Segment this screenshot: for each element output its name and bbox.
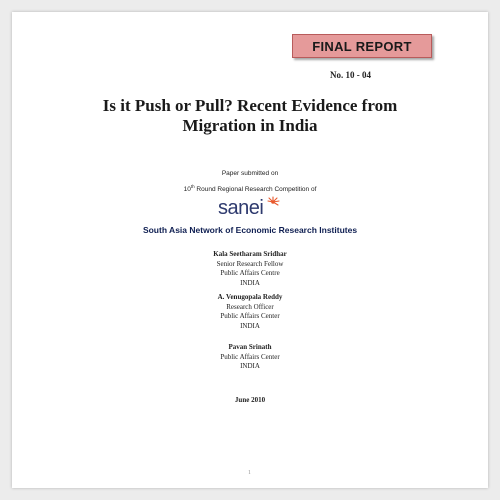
author-role: Senior Research Fellow: [216, 259, 284, 268]
author-block-2: [12, 293, 488, 331]
final-report-badge: [292, 34, 432, 58]
sanei-logo-text: sanei: [218, 197, 264, 219]
submission-line-2: [12, 180, 488, 196]
report-cover-page: [12, 12, 488, 488]
footer-mark: 1: [248, 470, 251, 476]
round-suffix: th: [190, 184, 195, 189]
sanei-logo: [218, 196, 284, 220]
author-country: INDIA: [240, 321, 260, 330]
author-name: A. Venugopala Reddy: [217, 293, 283, 301]
author-org: Public Affairs Center: [220, 312, 280, 320]
paper-title-line-2: Migration in India: [182, 116, 318, 135]
sanei-sunburst-icon: [218, 196, 284, 220]
author-block-3: [12, 343, 488, 372]
author-role: Research Officer: [226, 302, 274, 311]
final-report-label: FINAL REPORT: [312, 38, 412, 54]
author-name: Kala Seetharam Sridhar: [213, 250, 287, 258]
author-country: INDIA: [240, 278, 260, 287]
report-date: June 2010: [234, 396, 266, 404]
author-name: Pavan Srinath: [228, 343, 272, 351]
author-org: INDIA: [240, 362, 260, 370]
network-name: South Asia Network of Economic Research Institutes: [142, 225, 358, 235]
author-role: Public Affairs Center: [220, 352, 280, 361]
submission-line-1: Paper submitted on: [221, 170, 279, 177]
paper-title-line-1: Is it Push or Pull? Recent Evidence from: [102, 96, 398, 115]
round-number: 10: [183, 186, 191, 194]
paper-title: [12, 96, 488, 136]
round-text: Round Regional Research Competition of: [194, 186, 317, 194]
report-number: No. 10 - 04: [330, 70, 371, 80]
submission-note: [12, 167, 488, 196]
author-block-1: [12, 250, 488, 288]
author-org: Public Affairs Centre: [220, 269, 280, 277]
